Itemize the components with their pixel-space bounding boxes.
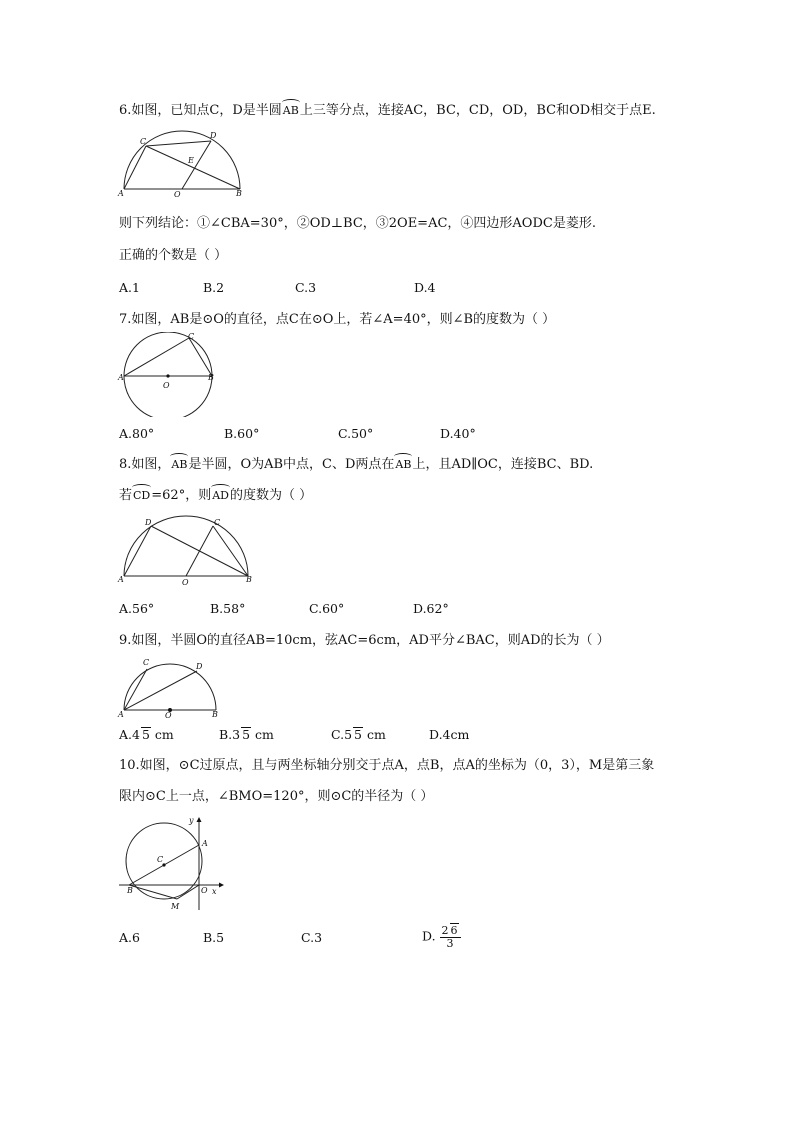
q8-label-b: B (246, 575, 252, 584)
q8-p6: 的度数为（ ） (229, 488, 313, 503)
q10-figure (117, 814, 227, 914)
q9-option-b-radicand: 5 (242, 727, 251, 742)
q8-option-b: B.58° (210, 601, 246, 616)
q10-option-d-num-coef: 2 (441, 924, 449, 937)
q6-option-c: C.3 (295, 280, 317, 295)
q9-option-a-prefix: A. (119, 727, 133, 742)
q8-label-o: O (182, 578, 189, 586)
q7-stem: 7.如图，AB是⊙O的直径，点C在⊙O上，若∠A=40°，则∠B的度数为（ ） (119, 312, 556, 327)
q8-p4: 若 (119, 488, 133, 503)
q9-option-a (119, 727, 174, 743)
q6-figure (117, 130, 247, 200)
q9-option-b-coef: 3 (232, 727, 241, 742)
q10-label-b: B (127, 886, 133, 895)
q6-label-c: C (140, 137, 147, 146)
q9-option-b-unit: cm (251, 727, 274, 742)
q10-option-d-numerator (440, 923, 461, 938)
q9-label-a: A (118, 710, 124, 719)
q8-arc-ad: AD (212, 489, 229, 502)
q10-option-d-fraction (440, 923, 461, 950)
q8-p5: =62°，则 (151, 488, 212, 503)
q6-label-e: E (188, 156, 194, 165)
q9-label-o: O (165, 711, 172, 720)
q8-p1: 8.如图， (119, 457, 171, 472)
q6-option-b: B.2 (203, 280, 225, 295)
q10-option-d-num-radicand: 6 (450, 924, 458, 937)
q9-option-c (331, 727, 386, 743)
q8-option-c: C.60° (309, 601, 345, 616)
q7-label-b: B (208, 373, 214, 382)
q8-arc-ab-2: AB (395, 458, 412, 471)
q7-label-o: O (163, 381, 170, 390)
q8-arc-ab: AB (171, 458, 188, 471)
q10-stem-line2: 限内⊙C上一点，∠BMO=120°，则⊙C的半径为（ ） (119, 789, 434, 804)
q9-option-c-prefix: C. (331, 727, 345, 742)
q6-label-o: O (174, 190, 181, 199)
q8-p3: 上，且AD∥OC，连接BC、BD. (412, 457, 594, 472)
q8-label-a: A (118, 575, 124, 584)
q7-label-a: A (118, 373, 124, 382)
q6-conclusions: 则下列结论：①∠CBA=30°，②OD⊥BC，③2OE=AC，④四边形AODC是菱形. (119, 216, 596, 231)
q10-label-c: C (157, 855, 164, 864)
q7-option-d: D.40° (440, 426, 476, 441)
q7-figure (117, 332, 222, 417)
q9-option-c-coef: 5 (344, 727, 353, 742)
q8-label-c: C (214, 518, 221, 527)
q6-option-d: D.4 (414, 280, 436, 295)
q10-option-d-prefix: D. (422, 928, 436, 944)
q9-option-a-radicand: 5 (141, 727, 150, 742)
q8-option-d: D.62° (413, 601, 449, 616)
q6-arc-ab: AB (282, 104, 299, 117)
q10-label-m: M (171, 902, 180, 911)
q7-option-a: A.80° (119, 426, 155, 441)
q10-stem-line1: 10.如图，⊙C过原点，且与两坐标轴分别交于点A，点B，点A的坐标为（0，3），M是第三象 (119, 758, 655, 773)
q10-option-a: A.6 (119, 930, 140, 945)
q9-option-c-unit: cm (363, 727, 386, 742)
q6-stem-a: 6.如图，已知点C，D是半圆 (119, 103, 282, 118)
q9-option-a-unit: cm (150, 727, 174, 742)
q8-label-d: D (145, 518, 152, 527)
q9-figure (117, 654, 222, 720)
q6-label-a: A (118, 189, 124, 198)
q9-label-d: D (196, 662, 203, 671)
q9-option-d: D.4cm (429, 727, 470, 742)
q9-option-b (219, 727, 274, 743)
q8-p2: 是半圆，O为AB中点，C、D两点在 (188, 457, 395, 472)
q9-label-c: C (143, 658, 150, 667)
q10-option-d-denominator: 3 (446, 937, 454, 950)
q6-label-d: D (210, 131, 217, 140)
q9-label-b: B (212, 710, 218, 719)
q10-label-y: y (189, 816, 194, 825)
q6-option-a: A.1 (119, 280, 140, 295)
q7-option-b: B.60° (224, 426, 260, 441)
q8-figure (117, 514, 257, 586)
q9-option-b-prefix: B. (219, 727, 233, 742)
q10-label-x: x (212, 887, 217, 896)
q8-stem (119, 457, 593, 473)
q7-option-c: C.50° (338, 426, 374, 441)
q6-prompt: 正确的个数是（ ） (119, 248, 228, 263)
q6-stem-b: 上三等分点，连接AC，BC，CD，OD，BC和OD相交于点E. (299, 103, 656, 118)
q6-stem (119, 103, 656, 119)
q9-option-a-coef: 4 (132, 727, 140, 742)
q6-label-b: B (236, 189, 242, 198)
q8-condition (119, 488, 312, 504)
q9-stem: 9.如图，半圆O的直径AB=10cm，弦AC=6cm，AD平分∠BAC，则AD的长为（ ） (119, 633, 610, 648)
q7-label-c: C (188, 332, 195, 341)
q10-option-c: C.3 (301, 930, 323, 945)
q8-arc-cd: CD (133, 489, 151, 502)
q10-label-o: O (201, 886, 208, 895)
q8-option-a: A.56° (119, 601, 155, 616)
q10-option-d (422, 923, 461, 950)
q9-option-c-radicand: 5 (354, 727, 362, 742)
q10-option-b: B.5 (203, 930, 225, 945)
q10-label-a: A (202, 839, 208, 848)
